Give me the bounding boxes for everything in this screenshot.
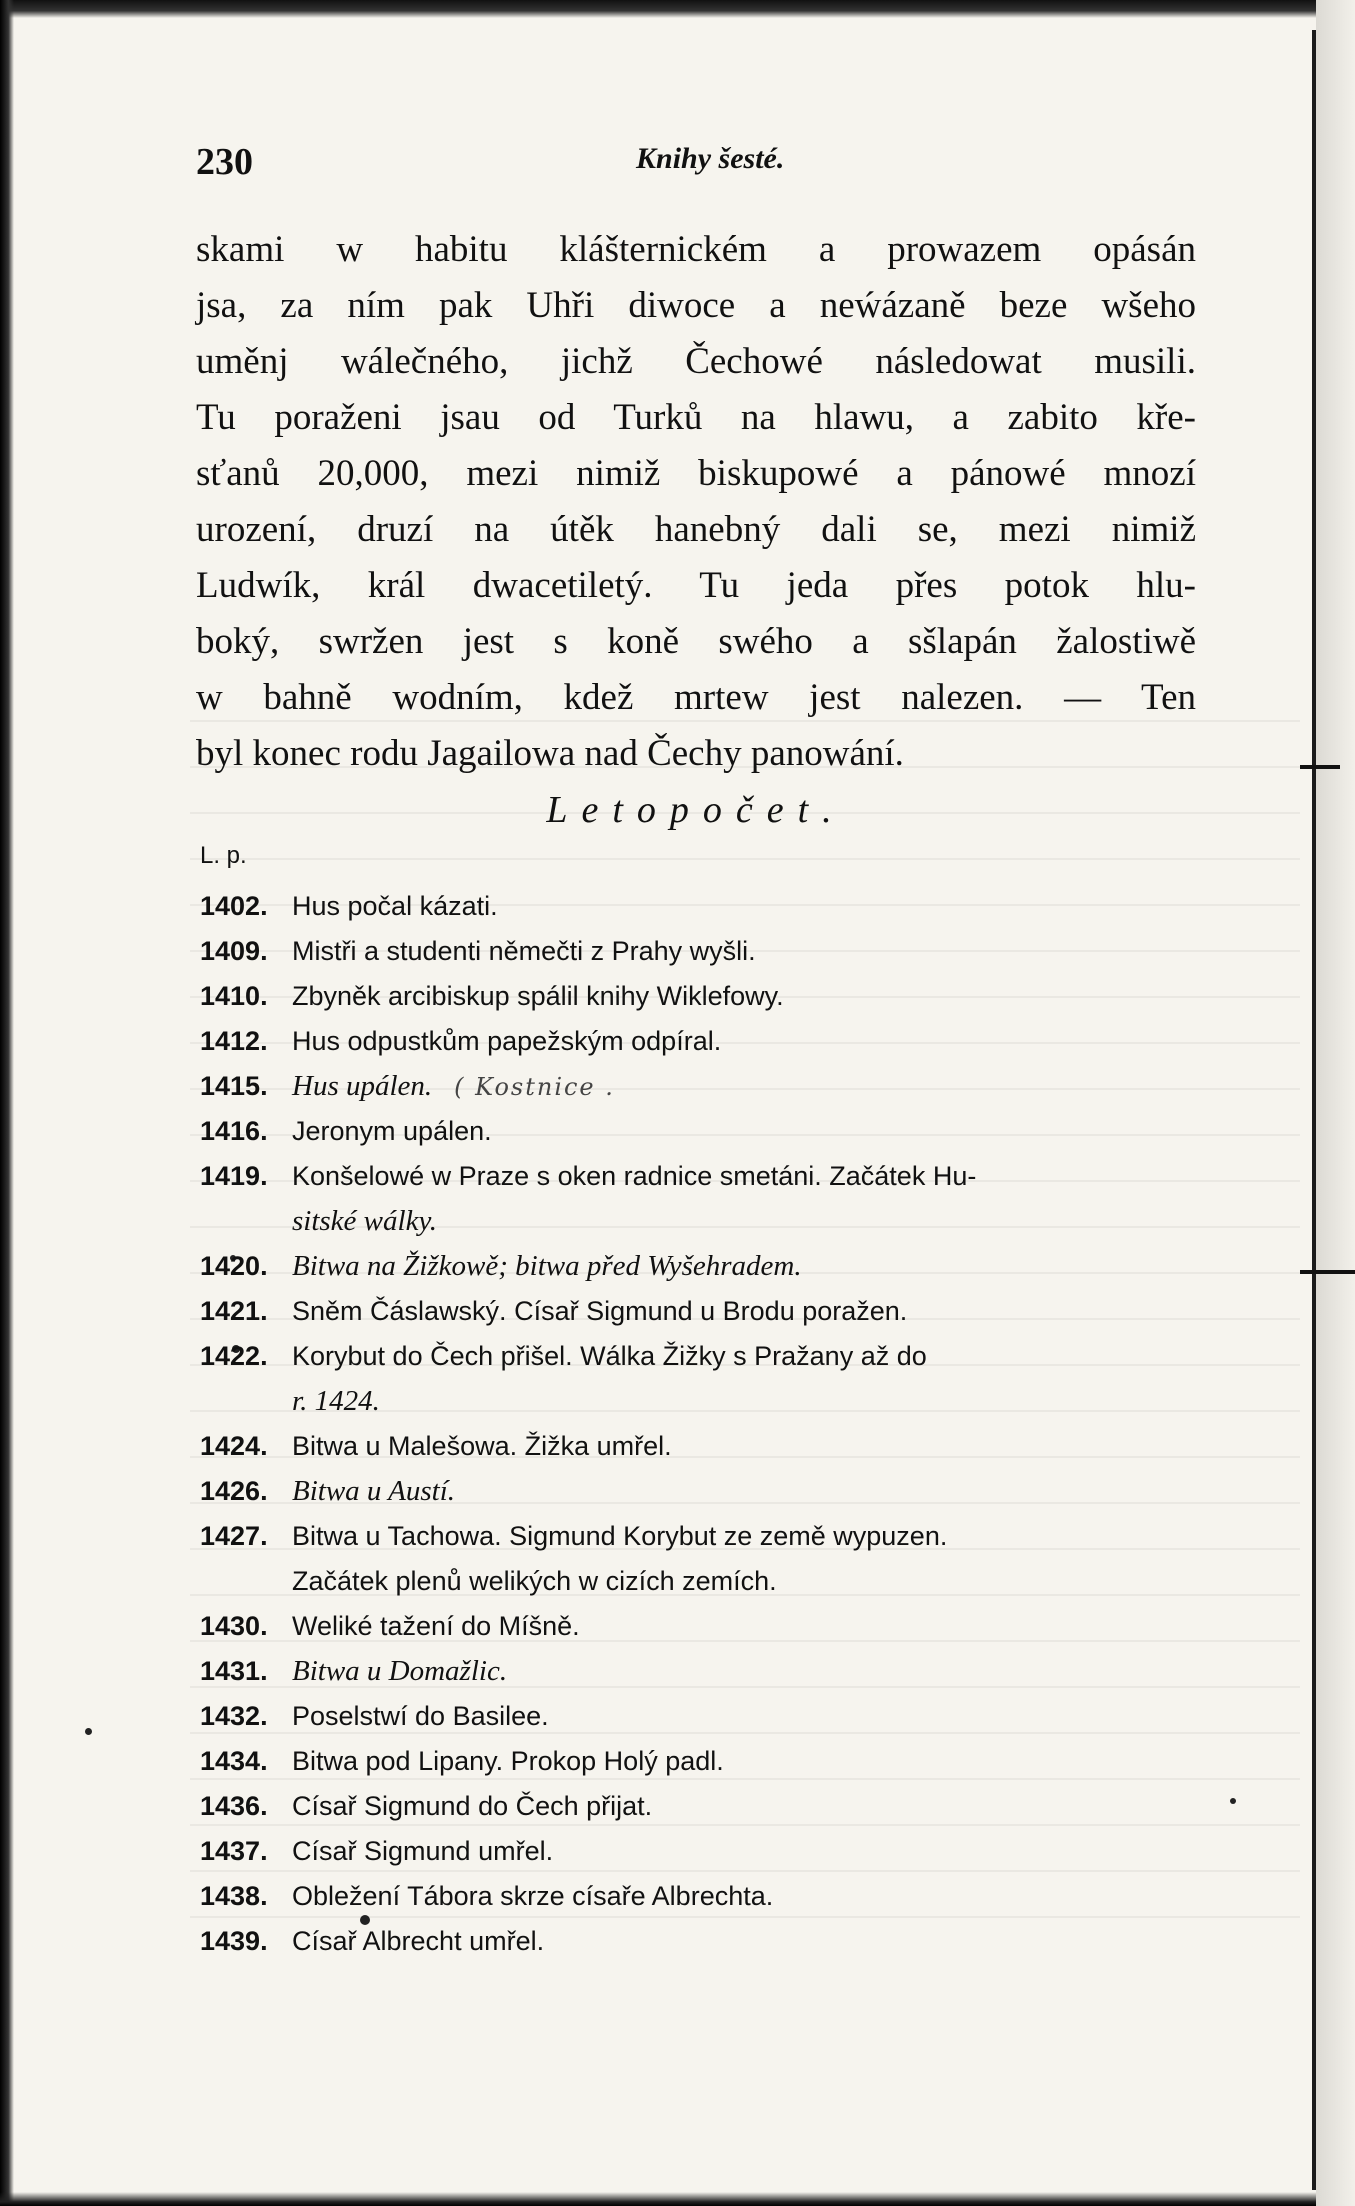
- page-number: 230: [196, 141, 253, 183]
- chronology-entry: [200, 1424, 1190, 1469]
- chronology-entry: [200, 1829, 1190, 1874]
- entry-text: Korybut do Čech přišel. Wálka Žižky s Pražany až do: [292, 1341, 927, 1371]
- entry-text: Bitwa pod Lipany. Prokop Holý padl.: [292, 1746, 724, 1776]
- chronology-entry: [200, 1019, 1190, 1064]
- running-head-title: Knihy šesté.: [636, 142, 785, 175]
- entry-year: 1402.: [200, 891, 268, 921]
- chronology-entry: [200, 884, 1190, 929]
- entry-text-continuation: sitské wálky.: [292, 1205, 437, 1237]
- entry-text: Císař Sigmund do Čech přijat.: [292, 1791, 653, 1821]
- entry-year: 1416.: [200, 1116, 268, 1146]
- body-line: jsa, za ním pak Uhři diwoce a neẃázaně beze wšeho: [196, 285, 1196, 326]
- chronology-entry: [200, 1514, 1190, 1604]
- chronology-entry: [200, 1064, 1190, 1109]
- chronology-entry: [200, 1784, 1190, 1829]
- entry-year: 1434.: [200, 1746, 268, 1776]
- entry-text: Obležení Tábora skrze císaře Albrechta.: [292, 1881, 774, 1911]
- entry-year: 1421.: [200, 1296, 268, 1326]
- entry-text: Hus počal kázati.: [292, 891, 498, 921]
- entry-year: 1436.: [200, 1791, 268, 1821]
- entry-year: 1412.: [200, 1026, 268, 1056]
- entry-year: 1437.: [200, 1836, 268, 1866]
- body-line: byl konec rodu Jagailowa nad Čechy panowání.: [196, 733, 904, 774]
- scan-edge-top: [0, 0, 1355, 18]
- chronology-entry: [200, 1874, 1190, 1919]
- entry-year: 1409.: [200, 936, 268, 966]
- chronology-entry: [200, 1244, 1190, 1289]
- entry-year: 1439.: [200, 1926, 268, 1956]
- entry-text: Konšelowé w Praze s oken radnice smetáni. Začátek Hu-: [292, 1161, 977, 1191]
- entry-text: Bitwa na Žižkowě; bitwa před Wyšehradem.: [292, 1250, 802, 1282]
- entry-text: Bitwa u Austí.: [292, 1475, 456, 1507]
- entry-text: Bitwa u Domažlic.: [292, 1655, 508, 1687]
- entry-text: Bitwa u Tachowa. Sigmund Korybut ze země wypuzen.: [292, 1521, 948, 1551]
- entry-year: 1431.: [200, 1656, 268, 1686]
- entry-text: Hus upálen.: [292, 1070, 433, 1102]
- entry-year: 1430.: [200, 1611, 268, 1641]
- entry-text-continuation: Začátek plenů welikých w cizích zemích.: [292, 1566, 777, 1596]
- body-paragraph: [196, 222, 1196, 782]
- chronology-entry: [200, 1334, 1190, 1424]
- entry-year: 1422.: [200, 1341, 268, 1371]
- entry-text: Weliké tažení do Míšně.: [292, 1611, 580, 1641]
- entry-text: Jeronym upálen.: [292, 1116, 492, 1146]
- chronology-entry: [200, 929, 1190, 974]
- chronology-entry: [200, 1739, 1190, 1784]
- body-line: w bahně wodním, kdež mrtew jest nalezen. — Ten: [196, 677, 1196, 718]
- section-title: Letopočet.: [546, 789, 846, 831]
- body-line: skami w habitu klášternickém a prowazem opásán: [196, 229, 1196, 270]
- running-head: [196, 140, 1196, 190]
- entry-text: Zbyněk arcibiskup spálil knihy Wiklefowy.: [292, 981, 784, 1011]
- entry-text: Císař Albrecht umřel.: [292, 1926, 545, 1956]
- handwritten-annotation: ( Kostnice .: [454, 1073, 615, 1101]
- chronology-entry: [200, 1154, 1190, 1244]
- body-line: boký, swržen jest s koně swého a sšlapán žalostiwě: [196, 621, 1196, 662]
- entry-text: Sněm Čáslawský. Císař Sigmund u Brodu poražen.: [292, 1296, 908, 1326]
- entry-year: 1419.: [200, 1161, 268, 1191]
- binding-tick-mark: [1300, 765, 1340, 769]
- entry-text: Poselstwí do Basilee.: [292, 1701, 549, 1731]
- scan-edge-left: [0, 0, 14, 2206]
- ink-speck: [1230, 1798, 1236, 1804]
- entry-year: 1432.: [200, 1701, 268, 1731]
- entry-text: Mistři a studenti němečti z Prahy wyšli.: [292, 936, 756, 966]
- entry-year: 1424.: [200, 1431, 268, 1461]
- entry-year: 1427.: [200, 1521, 268, 1551]
- chronology-entry: [200, 1694, 1190, 1739]
- body-line: urození, druzí na útěk hanebný dali se, mezi nimiž: [196, 509, 1196, 550]
- entry-year: 1410.: [200, 981, 268, 1011]
- body-line: sťanů 20,000, mezi nimiž biskupowé a pánowé mnozí: [196, 453, 1196, 494]
- chronology-entry: [200, 1289, 1190, 1334]
- chronology-entry: [200, 1109, 1190, 1154]
- chronology-entry: [200, 1649, 1190, 1694]
- entry-text: Císař Sigmund umřel.: [292, 1836, 554, 1866]
- binding-edge: [1312, 30, 1316, 2190]
- chronology-entry: [200, 974, 1190, 1019]
- binding-shadow: [1316, 0, 1355, 2206]
- body-line: Ludwík, král dwacetiletý. Tu jeda přes potok hlu-: [196, 565, 1196, 606]
- binding-tick-mark: [1300, 1270, 1355, 1274]
- year-column-label: L. p.: [200, 842, 247, 869]
- chronology-list: [200, 884, 1190, 1964]
- body-line: Tu poraženi jsau od Turků na hlawu, a zabito kře-: [196, 397, 1196, 438]
- entry-year: 1438.: [200, 1881, 268, 1911]
- body-line: uměnj wálečného, jichž Čechowé následowat musili.: [196, 341, 1196, 382]
- entry-text: Hus odpustkům papežským odpíral.: [292, 1026, 722, 1056]
- entry-year: 1426.: [200, 1476, 268, 1506]
- ink-speck: [85, 1728, 92, 1735]
- entry-year: 1420.: [200, 1251, 268, 1281]
- chronology-entry: [200, 1604, 1190, 1649]
- scan-edge-bottom: [0, 2192, 1355, 2206]
- entry-year: 1415.: [200, 1071, 268, 1101]
- entry-text-continuation: r. 1424.: [292, 1385, 380, 1417]
- chronology-entry: [200, 1919, 1190, 1964]
- chronology-entry: [200, 1469, 1190, 1514]
- entry-text: Bitwa u Malešowa. Žižka umřel.: [292, 1431, 672, 1461]
